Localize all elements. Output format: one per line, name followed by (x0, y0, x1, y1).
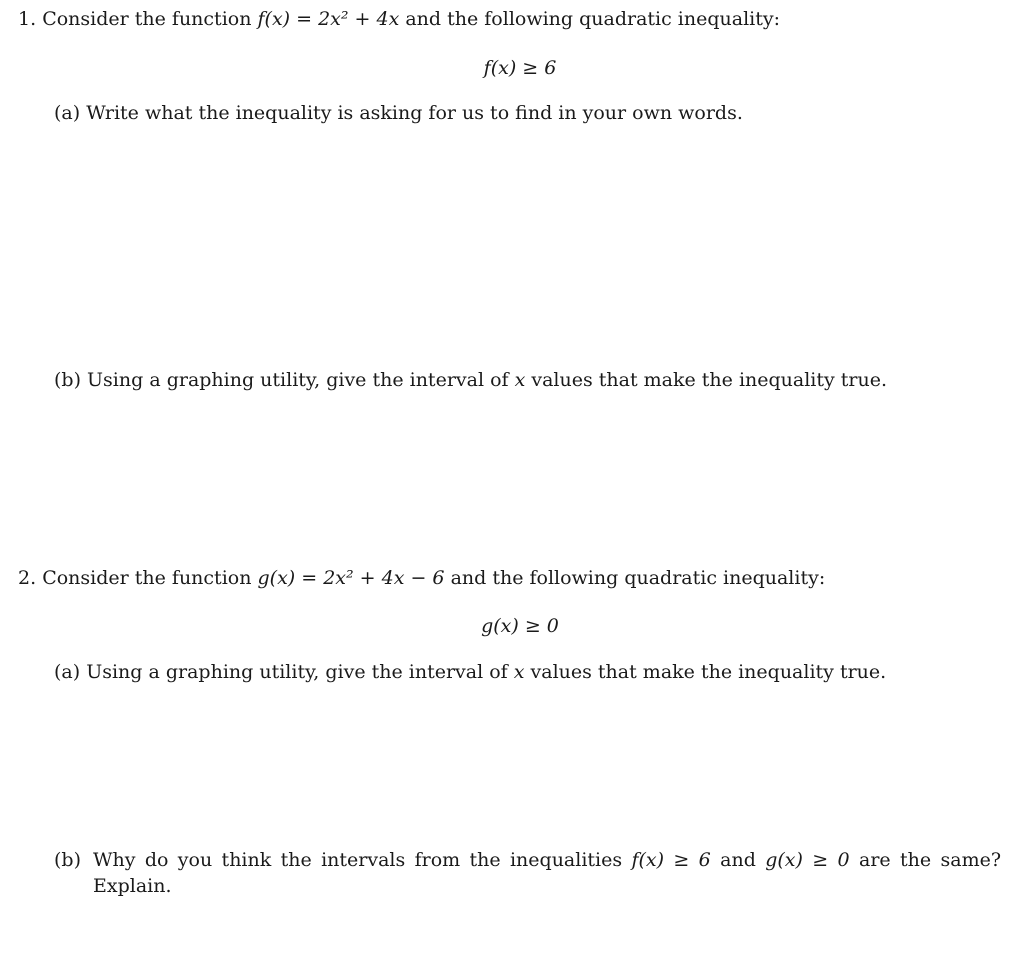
problem-1-intro-a: Consider the function (42, 8, 252, 30)
problem-1-inequality-math: f(x) ≥ 6 (483, 57, 557, 79)
problem-2a-var: x (513, 661, 525, 683)
problem-2-inequality-math: g(x) ≥ 0 (481, 615, 559, 637)
problem-2b-text-b: are the same? (859, 849, 1002, 871)
problem-1b-var: x (514, 369, 526, 391)
problem-2b-label: (b) (54, 849, 81, 871)
problem-1-inequality (0, 56, 1024, 80)
problem-2-inequality (0, 614, 1024, 638)
problem-1b-text-a: Using a graphing utility, give the interval of (87, 369, 509, 391)
problem-2a-text-b: values that make the inequality true. (530, 661, 887, 683)
problem-1-function: f(x) = 2x² + 4x (257, 8, 400, 30)
problem-2b-line-1 (93, 848, 1001, 872)
problem-2b-line-2 (93, 874, 172, 898)
problem-1a-text: Write what the inequality is asking for us to find in your own words. (86, 102, 743, 124)
problem-1-number: 1. (18, 8, 37, 30)
problem-2b-text-a: Why do you think the intervals from the inequalities (93, 849, 623, 871)
problem-2a (54, 660, 886, 684)
problem-2-number: 2. (18, 567, 37, 589)
problem-2b-and: and (720, 849, 756, 871)
problem-2-intro-a: Consider the function (42, 567, 252, 589)
problem-2a-text-a: Using a graphing utility, give the interval of (86, 661, 508, 683)
problem-2b-ineq-2: g(x) ≥ 0 (765, 849, 850, 871)
problem-2b-text-c: Explain. (93, 875, 172, 897)
problem-1a-label: (a) (54, 102, 81, 124)
problem-2-function: g(x) = 2x² + 4x − 6 (257, 567, 445, 589)
problem-1b (54, 368, 887, 392)
problem-2b-ineq-1: f(x) ≥ 6 (631, 849, 711, 871)
problem-1a (54, 101, 743, 125)
problem-2a-label: (a) (54, 661, 81, 683)
problem-2-intro-b: and the following quadratic inequality: (450, 567, 826, 589)
problem-1b-text-b: values that make the inequality true. (531, 369, 888, 391)
problem-1-statement (18, 7, 780, 31)
problem-2b-label-line (54, 848, 81, 872)
problem-2-statement (18, 566, 825, 590)
problem-1-intro-b: and the following quadratic inequality: (405, 8, 781, 30)
problem-1b-label: (b) (54, 369, 81, 391)
